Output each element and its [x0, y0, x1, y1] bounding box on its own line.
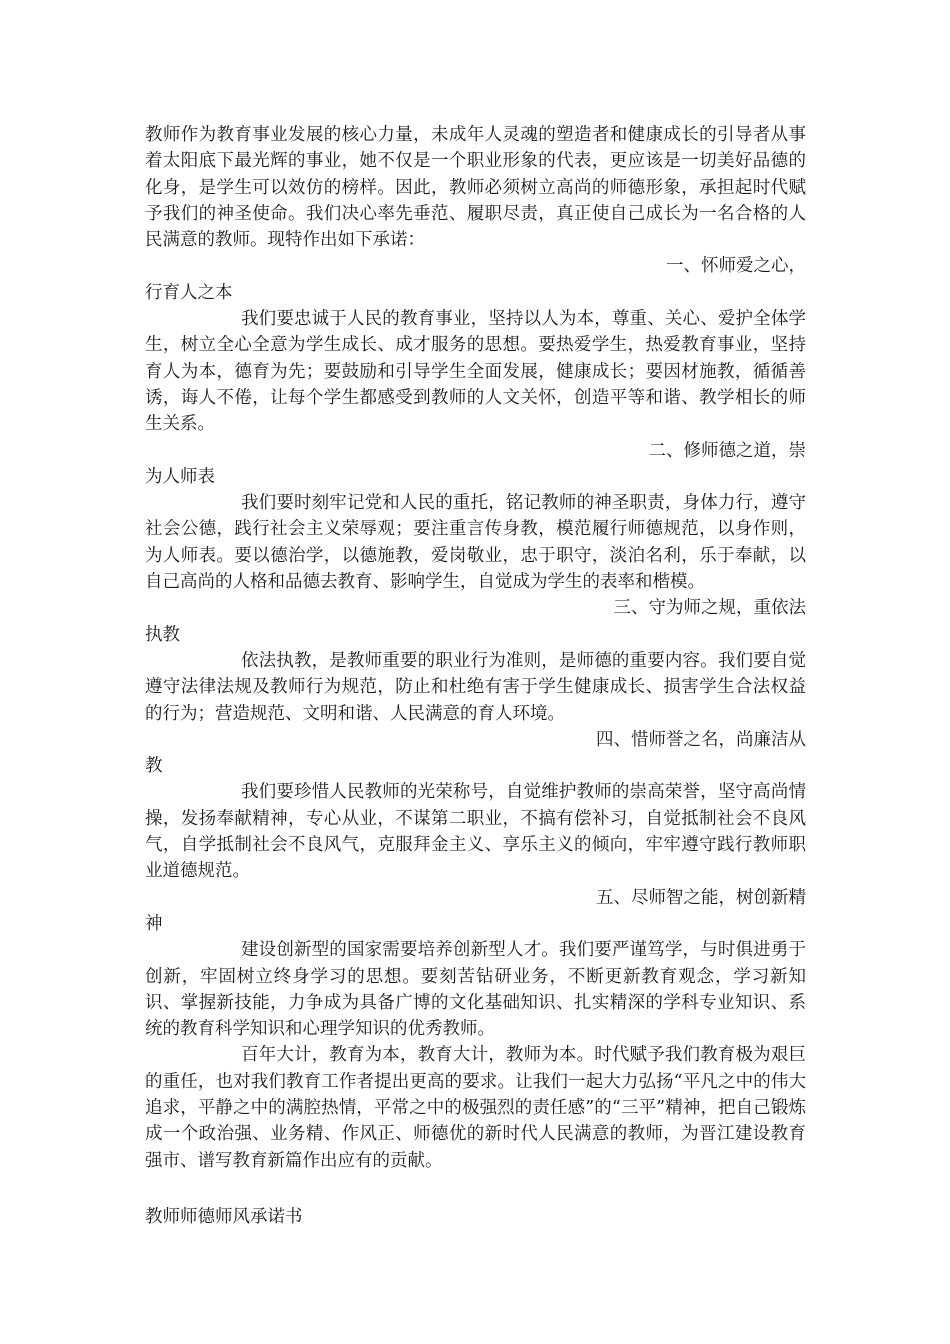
closing-paragraph: 百年大计，教育为本，教育大计，教师为本。时代赋予我们教育极为艰巨的重任，也对我们教育工作者提出更高的要求。让我们一起大力弘扬“平凡之中的伟大追求，平静之中的满腔热情，平常之中的极强烈的责任感”的“三平”精神，把自己锻炼成一个政治强、业务精、作风正、师德优的新时代人民满意的教师，为晋江建设教育强市、谱写教育新篇作出应有的贡献。	[145, 1045, 806, 1171]
section-heading-5-part2: 神	[145, 913, 163, 934]
section-heading-2-part2: 为人师表	[145, 466, 215, 487]
section-body-3: 依法执教，是教师重要的职业行为准则，是师德的重要内容。我们要自觉遵守法律法规及教师行为规范，防止和杜绝有害于学生健康成长、损害学生合法权益的行为；营造规范、文明和谐、人民满意的育人环境。	[145, 650, 806, 724]
section-heading-1	[145, 253, 806, 306]
section-heading-1-part1: 一、怀师爱之心，	[666, 256, 806, 277]
section-heading-5	[145, 885, 806, 938]
section-body-1: 我们要忠诚于人民的教育事业，坚持以人为本，尊重、关心、爱护全体学生，树立全心全意为学生成长、成才服务的思想。要热爱学生，热爱教育事业，坚持育人为本，德育为先；要鼓励和引导学生全面发展，健康成长；要因材施教，循循善诱，诲人不倦，让每个学生都感受到教师的人文关怀，创造平等和谐、教学相长的师生关系。	[145, 309, 806, 435]
document-footer-title: 教师师德师风承诺书	[145, 1206, 303, 1227]
section-heading-4-part1: 四、惜师誉之名，尚廉洁从	[596, 729, 806, 750]
section-heading-2	[145, 438, 806, 491]
section-body-4: 我们要珍惜人民教师的光荣称号，自觉维护教师的崇高荣誉，坚守高尚情操，发扬奉献精神，专心从业，不谋第二职业，不搞有偿补习，自觉抵制社会不良风气，自学抵制社会不良风气，克服拜金主义、享乐主义的倾向，牢牢遵守践行教师职业道德规范。	[145, 782, 806, 882]
section-heading-3	[145, 595, 806, 648]
section-heading-1-part2: 行育人之本	[145, 282, 233, 303]
document-page	[145, 122, 806, 1230]
intro-paragraph: 教师作为教育事业发展的核心力量，未成年人灵魂的塑造者和健康成长的引导者从事着太阳底下最光辉的事业，她不仅是一个职业形象的代表，更应该是一切美好品德的化身，是学生可以效仿的榜样。因此，教师必须树立高尚的师德形象，承担起时代赋予我们的神圣使命。我们决心率先垂范、履职尽责，真正使自己成长为一名合格的人民满意的教师。现特作出如下承诺：	[145, 125, 806, 251]
section-body-5: 建设创新型的国家需要培养创新型人才。我们要严谨笃学，与时俱进勇于创新，牢固树立终身学习的思想。要刻苦钻研业务，不断更新教育观念，学习新知识、掌握新技能，力争成为具备广博的文化基础知识、扎实精深的学科专业知识、系统的教育科学知识和心理学知识的优秀教师。	[145, 940, 806, 1040]
section-heading-4-part2: 教	[145, 756, 163, 777]
section-heading-5-part1: 五、尽师智之能，树创新精	[596, 887, 806, 908]
section-heading-3-part2: 执教	[145, 624, 180, 645]
section-body-2: 我们要时刻牢记党和人民的重托，铭记教师的神圣职责，身体力行，遵守社会公德，践行社会主义荣辱观；要注重言传身教，模范履行师德规范，以身作则，为人师表。要以德治学，以德施教，爱岗敬业，忠于职守，淡泊名利，乐于奉献，以自己高尚的人格和品德去教育、影响学生，自觉成为学生的表率和楷模。	[145, 493, 806, 593]
section-heading-2-part1: 二、修师德之道，崇	[648, 440, 806, 461]
section-heading-4	[145, 727, 806, 780]
section-heading-3-part1: 三、守为师之规，重依法	[613, 598, 806, 619]
